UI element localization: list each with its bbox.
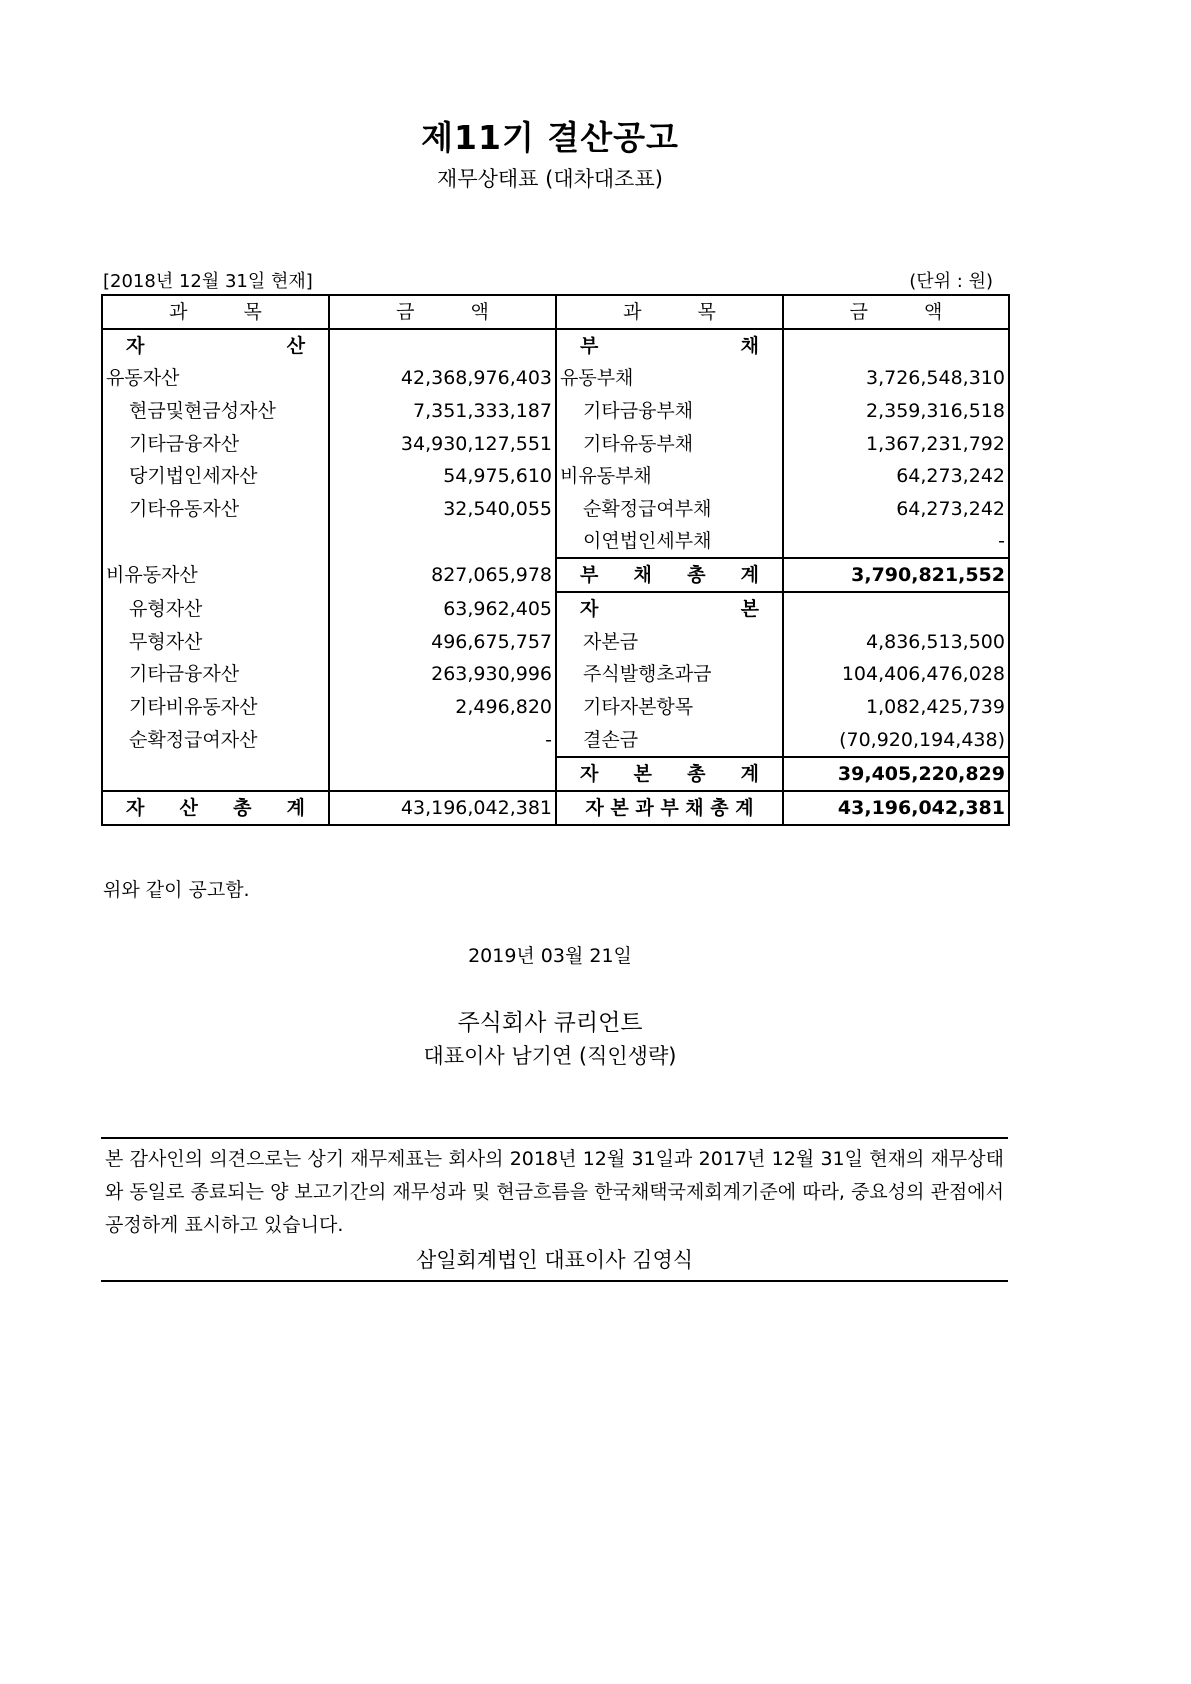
table-row: [102, 362, 1009, 395]
left-amount: 2,496,820: [329, 691, 556, 724]
ceo-name: 대표이사 남기연 (직인생략): [423, 1044, 677, 1068]
table-row: [102, 757, 1009, 791]
table-row: [102, 427, 1009, 460]
table-row: [102, 525, 1009, 558]
auditor-name: 삼일회계법인 대표이사 김영식: [415, 1248, 694, 1272]
left-item: [102, 757, 329, 791]
liabilities-heading: 부 채: [556, 329, 783, 362]
left-item: 기타유동자산: [102, 493, 329, 526]
left-amount: -: [329, 724, 556, 757]
left-amount: [329, 525, 556, 558]
left-item: 유형자산: [102, 592, 329, 625]
table-header-row: [102, 295, 1009, 329]
unit-label: (단위 : 원): [909, 271, 993, 292]
total-assets-amount: 43,196,042,381: [329, 791, 556, 825]
total-liabilities-amount: 3,790,821,552: [783, 558, 1009, 592]
total-liabilities-equity-label: 자 본 과 부 채 총 계: [556, 791, 783, 825]
right-item: 자본금: [556, 625, 783, 658]
total-equity-label: 자 본 총 계: [556, 757, 783, 791]
company-name: 주식회사 큐리언트: [457, 1010, 643, 1036]
total-assets-label: 자 산 총 계: [102, 791, 329, 825]
right-amount: (70,920,194,438): [783, 724, 1009, 757]
page-subtitle: 재무상태표 (대차대조표): [437, 167, 663, 191]
left-item: 순확정급여자산: [102, 724, 329, 757]
table-row: [102, 658, 1009, 691]
table-row: [102, 493, 1009, 526]
right-item: 주식발행초과금: [556, 658, 783, 691]
right-amount: 64,273,242: [783, 493, 1009, 526]
left-amount: 263,930,996: [329, 658, 556, 691]
right-amount: 64,273,242: [783, 460, 1009, 493]
total-liabilities-label: 부 채 총 계: [556, 558, 783, 592]
right-amount: [783, 592, 1009, 625]
left-item: 기타금융자산: [102, 658, 329, 691]
left-item: [102, 525, 329, 558]
right-amount: 104,406,476,028: [783, 658, 1009, 691]
header-left-item: 과 목: [102, 295, 329, 329]
left-item: 당기법인세자산: [102, 460, 329, 493]
right-amount: -: [783, 525, 1009, 558]
header-right-item: 과 목: [556, 295, 783, 329]
right-amount: 3,726,548,310: [783, 362, 1009, 395]
announcement-note: 위와 같이 공고함.: [103, 879, 250, 901]
left-item: 현금및현금성자산: [102, 395, 329, 428]
page-title: 제11기 결산공고: [421, 118, 679, 157]
header-left-amount: 금 액: [329, 295, 556, 329]
table-total-row: [102, 791, 1009, 825]
table-row: [102, 592, 1009, 625]
assets-heading: 자 산: [102, 329, 329, 362]
table-row: [102, 724, 1009, 757]
announcement-date: 2019년 03월 21일: [468, 945, 632, 967]
table-row: [102, 558, 1009, 592]
left-amount: 7,351,333,187: [329, 395, 556, 428]
table-row: [102, 395, 1009, 428]
right-item: 순확정급여부채: [556, 493, 783, 526]
right-amount: 1,082,425,739: [783, 691, 1009, 724]
audit-opinion-box: [101, 1137, 1008, 1282]
right-amount: 4,836,513,500: [783, 625, 1009, 658]
left-item: 기타비유동자산: [102, 691, 329, 724]
table-row: [102, 625, 1009, 658]
right-amount: 2,359,316,518: [783, 395, 1009, 428]
left-amount: 63,962,405: [329, 592, 556, 625]
equity-heading: 자 본: [556, 592, 783, 625]
right-item: 기타자본항목: [556, 691, 783, 724]
table-row: [102, 691, 1009, 724]
audit-opinion-text: 본 감사인의 의견으로는 상기 재무제표는 회사의 2018년 12월 31일과 2017년 12월 31일 현재의 재무상태와 동일로 종료되는 양 보고기간의 재무성과 및 현금흐름을 한국채택국제회계기준에 따라, 중요성의 관점에서 공정하게 표시하고 있습니다.: [105, 1148, 1004, 1236]
right-item: 기타금융부채: [556, 395, 783, 428]
left-amount: 34,930,127,551: [329, 427, 556, 460]
left-amount: 32,540,055: [329, 493, 556, 526]
total-liabilities-equity-amount: 43,196,042,381: [783, 791, 1009, 825]
left-item: 비유동자산: [102, 558, 329, 592]
table-row: [102, 329, 1009, 362]
right-item: 기타유동부채: [556, 427, 783, 460]
header-right-amount: 금 액: [783, 295, 1009, 329]
left-amount: 827,065,978: [329, 558, 556, 592]
left-amount: 54,975,610: [329, 460, 556, 493]
as-of-date: [2018년 12월 31일 현재]: [103, 271, 313, 292]
left-amount: [329, 757, 556, 791]
right-item: 유동부채: [556, 362, 783, 395]
right-item: 비유동부채: [556, 460, 783, 493]
total-equity-amount: 39,405,220,829: [783, 757, 1009, 791]
balance-sheet-table: [101, 294, 1010, 826]
left-item: 기타금융자산: [102, 427, 329, 460]
left-amount: 496,675,757: [329, 625, 556, 658]
left-amount: 42,368,976,403: [329, 362, 556, 395]
left-item: 무형자산: [102, 625, 329, 658]
right-item: 결손금: [556, 724, 783, 757]
right-amount: 1,367,231,792: [783, 427, 1009, 460]
table-row: [102, 460, 1009, 493]
right-item: 이연법인세부채: [556, 525, 783, 558]
left-item: 유동자산: [102, 362, 329, 395]
